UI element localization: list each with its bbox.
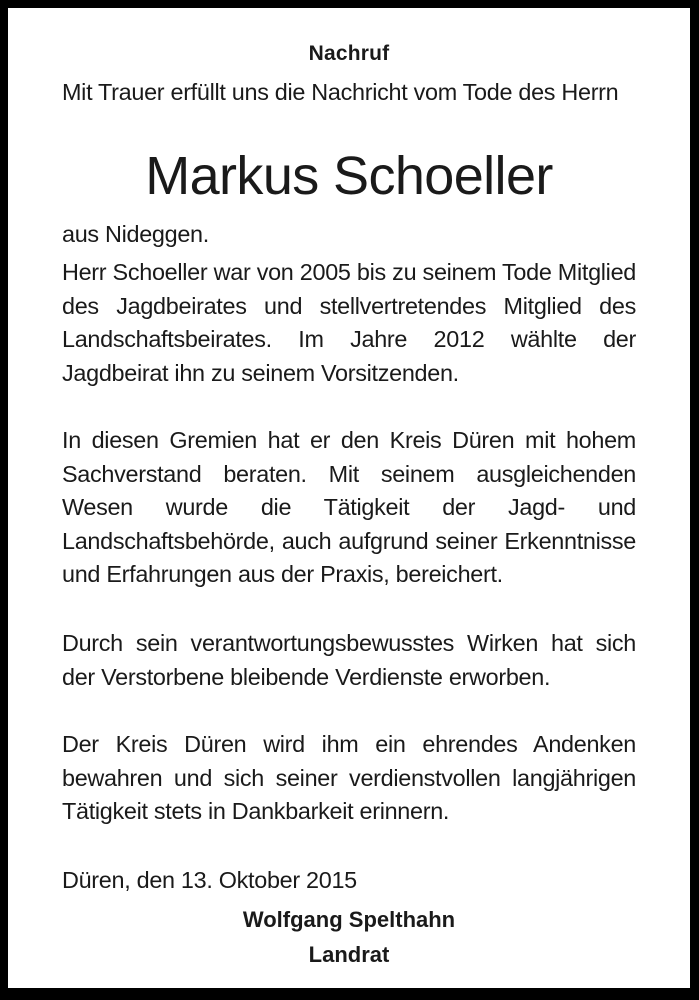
paragraph-membership: Herr Schoeller war von 2005 bis zu seinem Tode Mitglied des Jagdbeirates und stellvertretendes Mitglied des Landschaftsbeirates. Im Jahre 2012 wählte der Jagdbeirat ihn zu seinem Vorsitzenden.	[62, 259, 636, 386]
paragraph-remembrance: Der Kreis Düren wird ihm ein ehrendes Andenken bewahren und sich seiner verdienstvollen langjährigen Tätigkeit stets in Dankbarkeit erinnern.	[62, 731, 636, 824]
obituary-notice	[8, 8, 690, 988]
signatory-name: Wolfgang Spelthahn	[242, 907, 456, 932]
paragraph-service: In diesen Gremien hat er den Kreis Düren mit hohem Sachverstand beraten. Mit seinem ausgleichenden Wesen wurde die Tätigkeit der Jagd- und Landschaftsbehörde, auch aufgrund seiner Erkenntnisse und Erfahrungen aus der Praxis, bereichert.	[62, 427, 636, 587]
paragraph-merits: Durch sein verantwortungsbewusstes Wirken hat sich der Verstorbene bleibende Verdienste erworben.	[62, 630, 636, 690]
origin-text: aus Nideggen.	[62, 221, 209, 247]
place-date: Düren, den 13. Oktober 2015	[62, 867, 357, 893]
deceased-name: Markus Schoeller	[145, 146, 553, 206]
signatory-title: Landrat	[308, 942, 390, 967]
intro-text: Mit Trauer erfüllt uns die Nachricht vom Tode des Herrn	[62, 79, 619, 105]
notice-heading: Nachruf	[308, 42, 390, 65]
